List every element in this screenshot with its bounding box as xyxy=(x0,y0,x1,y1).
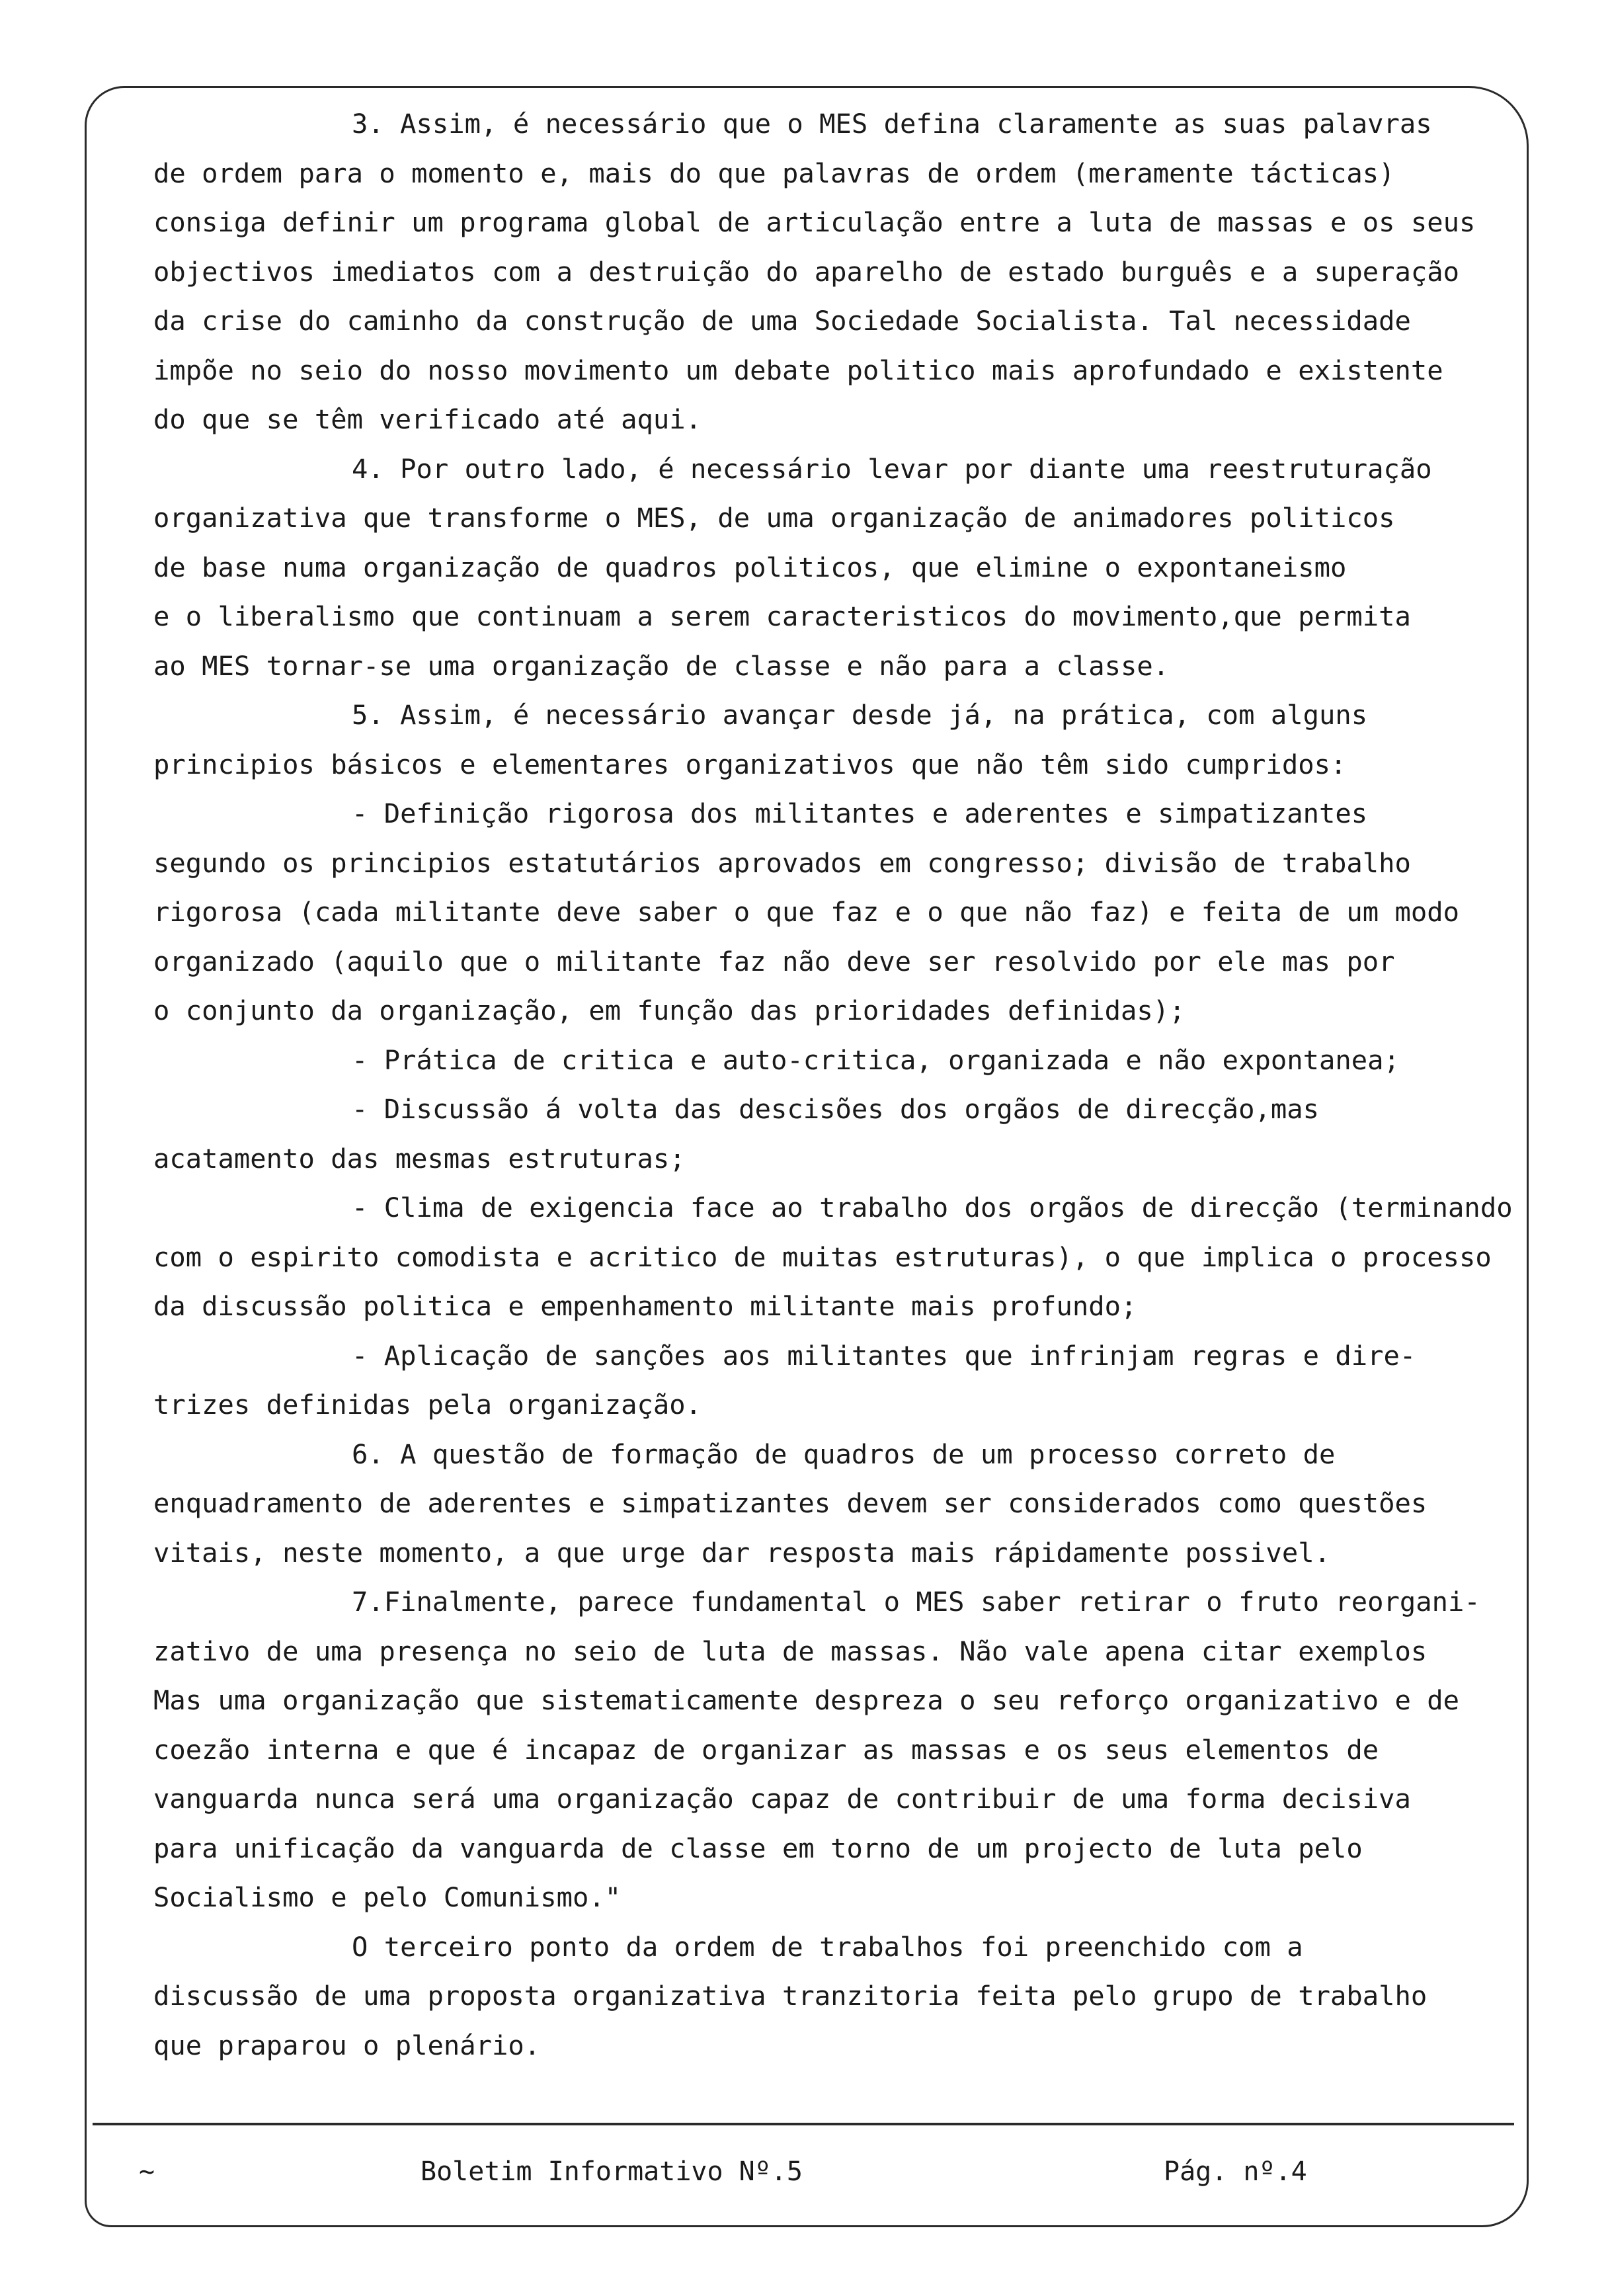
text-line: 4. Por outro lado, é necessário levar por diante uma reestruturação xyxy=(352,452,1432,485)
text-line: vitais, neste momento, a que urge dar resposta mais rápidamente possivel. xyxy=(153,1536,1330,1569)
text-line: - Definição rigorosa dos militantes e aderentes e simpatizantes xyxy=(352,798,1368,829)
text-line: discussão de uma proposta organizativa tranzitoria feita pelo grupo de trabalho xyxy=(153,1980,1427,2012)
text-line: da discussão politica e empenhamento militante mais profundo; xyxy=(153,1290,1137,1322)
text-line: da crise do caminho da construção de uma Sociedade Socialista. Tal necessidade xyxy=(153,305,1411,337)
text-line: principios básicos e elementares organizativos que não têm sido cumpridos: xyxy=(153,748,1347,780)
text-line: rigorosa (cada militante deve saber o que faz e o que não faz) e feita de um modo xyxy=(153,896,1460,928)
text-line: com o espirito comodista e acritico de muitas estruturas), o que implica o processo xyxy=(153,1241,1492,1273)
footer-page-number: Pág. nº.4 xyxy=(1164,2156,1307,2187)
text-line: ao MES tornar-se uma organização de classe e não para a classe. xyxy=(153,649,1170,682)
text-line: trizes definidas pela organização. xyxy=(153,1389,702,1420)
text-line: 5. Assim, é necessário avançar desde já, na prática, com alguns xyxy=(352,699,1368,731)
text-line: objectivos imediatos com a destruição do aparelho de estado burguês e a superação xyxy=(153,255,1460,288)
text-line: e o liberalismo que continuam a serem caracteristicos do movimento,que permita xyxy=(153,600,1411,632)
text-line: do que se têm verificado até aqui. xyxy=(153,403,702,435)
text-line: organizado (aquilo que o militante faz não deve ser resolvido por ele mas por xyxy=(153,945,1395,977)
text-line: que praparou o plenário. xyxy=(153,2029,541,2061)
document-body xyxy=(153,99,1515,2070)
text-line: segundo os principios estatutários aprovados em congresso; divisão de trabalho xyxy=(153,846,1411,879)
text-line: 6. A questão de formação de quadros de um processo correto de xyxy=(352,1438,1336,1470)
text-line: impõe no seio do nosso movimento um debate politico mais aprofundado e existente xyxy=(153,354,1443,386)
text-line: de base numa organização de quadros politicos, que elimine o expontaneismo xyxy=(153,551,1347,583)
text-line: - Prática de critica e auto-critica, organizada e não expontanea; xyxy=(352,1044,1400,1076)
text-line: consiga definir um programa global de articulação entre a luta de massas e os seus xyxy=(153,206,1476,238)
text-line: enquadramento de aderentes e simpatizantes devem ser considerados como questões xyxy=(153,1487,1427,1519)
text-line: - Aplicação de sanções aos militantes que infrinjam regras e dire- xyxy=(352,1339,1416,1372)
text-line: - Discussão á volta das descisões dos orgãos de direcção,mas xyxy=(352,1093,1319,1125)
text-line: o conjunto da organização, em função das prioridades definidas); xyxy=(153,995,1186,1026)
text-line: acatamento das mesmas estruturas; xyxy=(153,1142,686,1174)
text-line: para unificação da vanguarda de classe em torno de um projecto de luta pelo xyxy=(153,1832,1363,1864)
text-line: 7.Finalmente, parece fundamental o MES saber retirar o fruto reorgani- xyxy=(352,1586,1480,1618)
text-line: vanguarda nunca será uma organização capaz de contribuir de uma forma decisiva xyxy=(153,1783,1411,1815)
text-line: O terceiro ponto da ordem de trabalhos foi preenchido com a xyxy=(352,1930,1303,1963)
text-line: 3. Assim, é necessário que o MES defina claramente as suas palavras xyxy=(352,108,1432,140)
footer-divider xyxy=(93,2123,1514,2125)
text-line: - Clima de exigencia face ao trabalho dos orgãos de direcção (terminando xyxy=(352,1192,1513,1223)
footer-mark: ~ xyxy=(139,2156,155,2187)
text-line: Mas uma organização que sistematicamente despreza o seu reforço organizativo e de xyxy=(153,1684,1460,1716)
text-line: organizativa que transforme o MES, de uma organização de animadores politicos xyxy=(153,502,1395,534)
text-line: zativo de uma presença no seio de luta de massas. Não vale apena citar exemplos xyxy=(153,1635,1427,1667)
text-line: de ordem para o momento e, mais do que palavras de ordem (meramente tácticas) xyxy=(153,157,1395,189)
text-line: Socialismo e pelo Comunismo." xyxy=(153,1881,622,1913)
text-line: coezão interna e que é incapaz de organizar as massas e os seus elementos de xyxy=(153,1733,1379,1766)
footer-bulletin-title: Boletim Informativo Nº.5 xyxy=(421,2156,803,2187)
